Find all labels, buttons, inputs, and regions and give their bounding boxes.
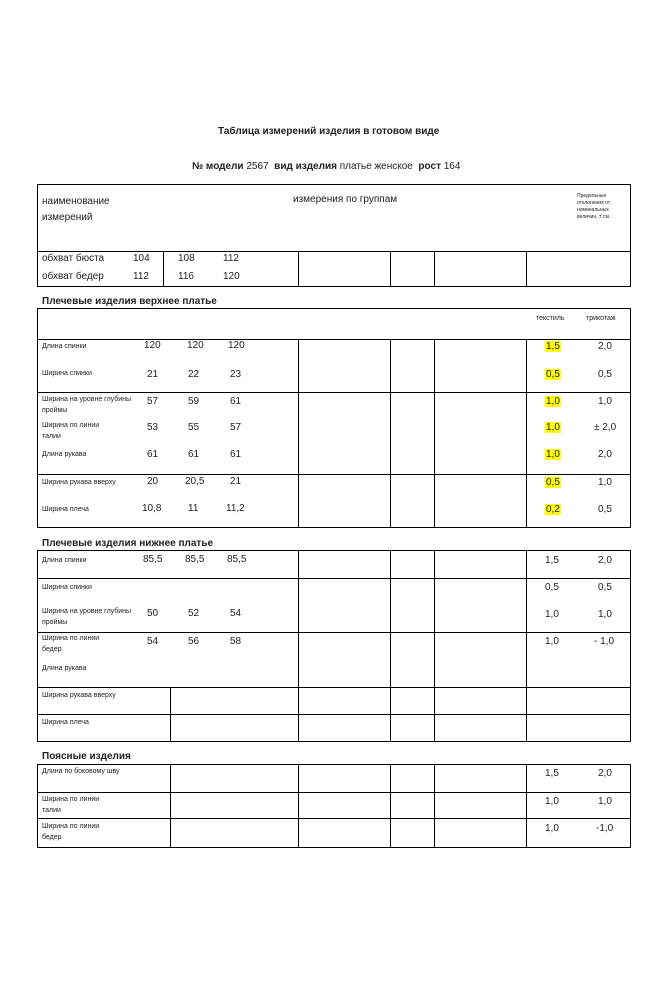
section3-title: Поясные изделия: [42, 751, 131, 762]
row-v1: 54: [147, 636, 159, 647]
type-value: платье женское: [339, 161, 413, 172]
row-name: Ширина на уровне глубины проймы: [42, 608, 132, 626]
header-col-name: наименование измерений: [42, 196, 110, 223]
row-knit: 2,0: [598, 555, 612, 566]
section2-title: Плечевые изделия нижнее платье: [42, 538, 214, 549]
model-number: 2567: [246, 161, 269, 172]
row-textile: 0,5: [546, 477, 560, 488]
row-v3: 23: [230, 369, 242, 380]
header-col-tolerance: Предельные отклонения от номинальных величин, ± см.: [577, 193, 611, 220]
row-knit: 2,0: [598, 449, 612, 460]
type-label: вид изделия: [274, 161, 337, 172]
height-label: рост: [418, 161, 441, 172]
row-knit: ± 2,0: [594, 422, 617, 433]
row-textile: 1,0: [545, 609, 559, 620]
row-knit: - 1,0: [594, 636, 615, 647]
row-name: Ширина по линии бедер: [42, 823, 100, 841]
col-knit: трикотаж: [586, 315, 616, 322]
row-knit: 1,0: [598, 796, 612, 807]
row-name: Ширина спинки: [42, 584, 92, 591]
row-name: Длина спинки: [42, 343, 87, 350]
row-v1: 61: [147, 449, 159, 460]
row-v2: 85,5: [185, 554, 205, 565]
base-row-v1: 104: [133, 253, 150, 264]
row-v1: 53: [147, 422, 159, 433]
page-title: Таблица измерений изделия в готовом виде: [218, 126, 440, 137]
base-row-v1: 112: [133, 271, 149, 282]
row-textile: 1,0: [545, 636, 559, 647]
row-textile: 1,5: [545, 768, 559, 779]
row-name: Ширина плеча: [42, 719, 89, 726]
row-textile: 1,5: [546, 341, 560, 352]
row-v1: 21: [147, 369, 159, 380]
row-v3: 21: [230, 476, 242, 487]
row-v1: 85,5: [143, 554, 163, 565]
row-textile: 0,5: [546, 369, 560, 380]
row-textile: 1,0: [545, 796, 559, 807]
row-name: Длина рукава: [42, 665, 87, 672]
height-value: 164: [443, 161, 461, 172]
row-name: Ширина спинки: [42, 370, 92, 377]
row-v2: 11: [188, 503, 199, 514]
row-v1: 57: [147, 396, 159, 407]
base-row-name: обхват бедер: [42, 271, 104, 282]
row-textile: 1,0: [545, 823, 559, 834]
row-v1: 50: [147, 608, 159, 619]
row-name: Ширина по линии талии: [42, 796, 100, 814]
section1-title: Плечевые изделия верхнее платье: [42, 296, 217, 307]
row-knit: 0,5: [598, 504, 612, 515]
row-textile: 0,5: [545, 582, 559, 593]
row-knit: 2,0: [598, 341, 612, 352]
row-name: Ширина рукава вверху: [42, 692, 116, 699]
row-name: Ширина по линии талии: [42, 422, 100, 440]
row-knit: 2,0: [598, 768, 612, 779]
row-textile: 1,0: [546, 396, 560, 407]
row-name: Ширина рукава вверху: [42, 479, 116, 486]
base-row-name: обхват бюста: [42, 253, 105, 264]
row-v2: 52: [188, 608, 200, 619]
row-knit: 0,5: [598, 582, 612, 593]
row-v2: 20,5: [185, 476, 205, 487]
row-name: Ширина по линии бедер: [42, 635, 100, 653]
row-name: Длина спинки: [42, 557, 87, 564]
row-v3: 58: [230, 636, 242, 647]
row-knit: 1,0: [598, 609, 612, 620]
row-knit: -1,0: [596, 823, 614, 834]
model-line: [192, 161, 460, 172]
base-row-v3: 112: [223, 253, 239, 264]
row-v2: 61: [188, 449, 200, 460]
base-row-v3: 120: [223, 271, 240, 282]
row-v3: 11,2: [226, 503, 245, 514]
row-v3: 57: [230, 422, 242, 433]
row-name: Длина рукава: [42, 451, 87, 458]
base-row-v2: 116: [178, 271, 194, 282]
row-knit: 1,0: [598, 477, 612, 488]
row-textile: 1,5: [545, 555, 559, 566]
base-row-v2: 108: [178, 253, 195, 264]
row-name: Ширина на уровне глубины проймы: [42, 396, 132, 414]
model-label: № модели: [192, 161, 244, 172]
row-v3: 61: [230, 449, 242, 460]
row-v2: 56: [188, 636, 200, 647]
col-textile: текстиль: [536, 315, 565, 322]
row-v3: 54: [230, 608, 242, 619]
row-v1: 120: [144, 340, 161, 351]
row-knit: 0,5: [598, 369, 612, 380]
row-v1: 10,8: [142, 503, 162, 514]
row-v3: 120: [228, 340, 245, 351]
row-v3: 85,5: [227, 554, 247, 565]
row-v3: 61: [230, 396, 242, 407]
row-v2: 55: [188, 422, 200, 433]
row-v2: 120: [187, 340, 204, 351]
row-v2: 59: [188, 396, 200, 407]
row-name: Ширина плеча: [42, 506, 89, 513]
row-v2: 22: [188, 369, 200, 380]
row-v1: 20: [147, 476, 159, 487]
row-textile: 1,0: [546, 449, 560, 460]
row-textile: 0,2: [546, 504, 560, 515]
row-knit: 1,0: [598, 396, 612, 407]
row-name: Длина по боковому шву: [42, 768, 120, 775]
header-col-groups: измерения по группам: [293, 194, 398, 205]
row-textile: 1,0: [546, 422, 560, 433]
